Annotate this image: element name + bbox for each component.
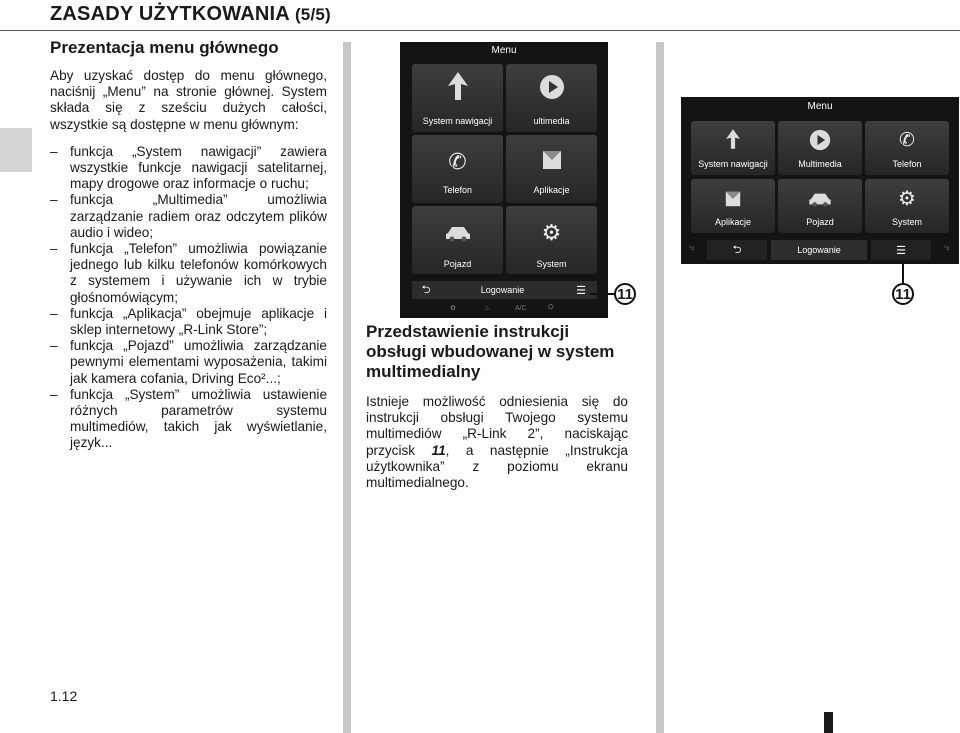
callout-leader [902, 264, 904, 284]
tile-apps[interactable] [506, 135, 597, 203]
tile-label: Pojazd [806, 217, 834, 227]
seat-icon: ♨ [484, 305, 491, 312]
tile-vehicle[interactable] [778, 179, 862, 233]
apps-icon [691, 191, 775, 212]
callout-leader [590, 293, 616, 295]
list-item: – funkcja „Multimedia” umożliwia zarządzanie radiem oraz odczytem plików audio i wideo; [50, 192, 327, 240]
callout-11: 11 [614, 283, 636, 305]
function-list [50, 144, 327, 452]
callout-11: 11 [892, 283, 914, 305]
left-column [50, 38, 327, 452]
car-icon [412, 224, 503, 247]
tile-label: Aplikacje [533, 185, 570, 195]
fan-icon: ✿ [450, 305, 456, 312]
section-heading: Przedstawienie instrukcji obsługi wbudowanej w system multimedialny [366, 322, 615, 381]
tile-phone[interactable] [865, 121, 949, 175]
temp-right: °c [944, 246, 950, 252]
navigation-arrow-icon [691, 128, 775, 155]
play-icon [506, 74, 597, 105]
tile-navigation[interactable] [412, 64, 503, 132]
navigation-arrow-icon [412, 72, 503, 107]
gear-icon: ⚙ [898, 188, 916, 210]
tile-multimedia[interactable] [778, 121, 862, 175]
tile-label: System [536, 259, 567, 269]
list-item: – funkcja „Telefon” umożliwia powiązanie jednego lub kilku telefonów komórkowych z systemem i używanie ich w trybie głośnomówiącym; [50, 241, 327, 305]
chapter-tab [0, 128, 32, 172]
car-icon [778, 191, 862, 212]
ac-label: A/C [515, 305, 527, 312]
page-number: 1.12 [50, 688, 78, 704]
tile-system[interactable] [865, 179, 949, 233]
screen-title: Menu [491, 45, 517, 56]
tile-apps[interactable] [691, 179, 775, 233]
title-suffix: (5/5) [294, 5, 331, 24]
list-icon[interactable]: ☰ [871, 240, 931, 260]
list-item: – funkcja „Pojazd” umożliwia zarządzanie pewnymi elementami wyposażenia, takimi jak kamera cofania, Driving Eco²...; [50, 338, 327, 386]
tile-multimedia[interactable] [506, 64, 597, 132]
play-icon [778, 129, 862, 156]
column-divider [343, 42, 351, 733]
column-divider [656, 42, 664, 733]
header-rule [0, 30, 960, 31]
tile-vehicle[interactable] [412, 206, 503, 274]
section-heading: Prezentacja menu głównego [50, 38, 279, 57]
tile-label: Telefon [442, 185, 473, 195]
back-icon[interactable]: ⮌ [707, 240, 767, 260]
defrost-icon: ⛭ [548, 304, 554, 311]
list-item: – funkcja „System” umożliwia ustawienie różnych parametrów systemu multimediów, takich jak wyświetlanie, język... [50, 386, 327, 451]
climate-strip [400, 304, 608, 316]
tile-label: ultimedia [533, 116, 570, 126]
page-title [50, 3, 331, 26]
tile-label: System nawigacji [698, 159, 768, 169]
login-button[interactable]: Logowanie [480, 285, 525, 295]
gear-icon: ⚙ [541, 220, 562, 245]
tile-label: System nawigacji [422, 116, 493, 126]
list-icon[interactable]: ☰ [576, 284, 586, 297]
tile-navigation[interactable] [691, 121, 775, 175]
button-reference: 11 [431, 442, 446, 458]
body-paragraph: Istnieje możliwość odniesienia się do instrukcji obsługi Twojego systemu multimediów „R-Link 2”, naciskając przycisk 11, a następnie „Instrukcja użytkownika” z poziomu ekranu multimedialnego. [366, 394, 628, 491]
tile-system[interactable] [506, 206, 597, 274]
phone-icon: ✆ [448, 149, 467, 174]
login-bar [412, 281, 597, 299]
tile-label: Pojazd [443, 259, 472, 269]
tile-label: Multimedia [798, 159, 842, 169]
middle-column [366, 322, 628, 502]
temp-left: °c [689, 246, 695, 252]
screen-title: Menu [807, 101, 833, 112]
apps-icon [506, 150, 597, 175]
page-edge-mark [824, 712, 833, 733]
intro-paragraph: Aby uzyskać dostęp do menu głównego, naciśnij „Menu” na stronie głównej. System składa się z sześciu dużych całości, wszystkie są dostępne w menu głównym: [50, 68, 327, 132]
list-item: – funkcja „System nawigacji” zawiera wszystkie funkcje nawigacji satelitarnej, mapy drogowe oraz informacje o ruchu; [50, 143, 327, 192]
login-bar [691, 240, 949, 260]
phone-icon: ✆ [899, 130, 915, 151]
tile-label: Aplikacje [714, 217, 752, 227]
back-icon[interactable]: ⮌ [421, 283, 431, 296]
menu-screen-portrait [400, 42, 608, 318]
tile-label: System [891, 217, 922, 227]
menu-screen-landscape [681, 97, 959, 264]
tile-phone[interactable] [412, 135, 503, 203]
title-text: ZASADY UŻYTKOWANIA [50, 3, 290, 25]
login-button[interactable]: Logowanie [771, 240, 867, 260]
list-item: – funkcja „Aplikacja” obejmuje aplikacje i sklep internetowy „R-Link Store”; [50, 305, 327, 338]
tile-label: Telefon [892, 159, 922, 169]
